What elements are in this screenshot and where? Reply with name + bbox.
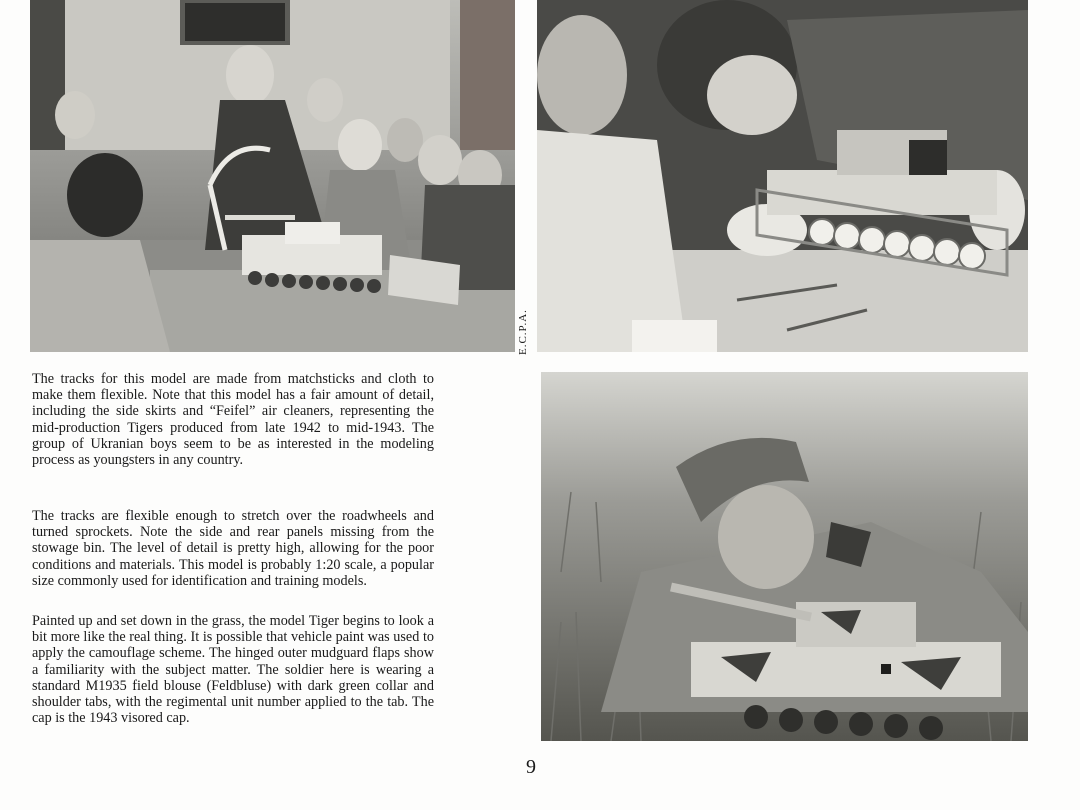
caption-boys-photo: The tracks for this model are made from matchsticks and cloth to make them flexible. Note that this model has a fair amount of detail, including the side skirts and “Feifel” air cleaners, representing the mid-production Tigers produced from late 1942 to mid-1943. The group of Ukranian boys seem to be as interested in the modeling process as youngsters in any country. [32,371,434,469]
photo-boys-image [30,0,515,352]
photo-workers-image [537,0,1028,352]
page-number: 9 [526,756,536,778]
caption-tracks-photo: The tracks are flexible enough to stretch over the roadwheels and turned sprockets. Note the side and rear panels missing from the stowage bin. The level of detail is pretty high, allowing for the poor conditions and materials. This model is probably 1:20 scale, a popular size commonly used for identification and training models. [32,508,434,589]
photo-credit-text: E.C.P.A. [517,309,529,355]
photo-soldier-image [541,372,1028,741]
caption-soldier-photo: Painted up and set down in the grass, the model Tiger begins to look a bit more like the real thing. It is possible that vehicle paint was used to apply the camouflage scheme. The hinged outer mudguard flaps show a familiarity with the subject matter. The soldier here is wearing a standard M1935 field blouse (Feldbluse) with dark green collar and shoulder tabs, with the regimental unit number applied to the tab. The cap is the 1943 visored cap. [32,613,434,727]
photo-credit [517,300,539,360]
photo-soldier-with-tiger-model [541,372,1028,741]
photo-boys-watching-model [30,0,515,352]
photo-men-building-model [537,0,1028,352]
